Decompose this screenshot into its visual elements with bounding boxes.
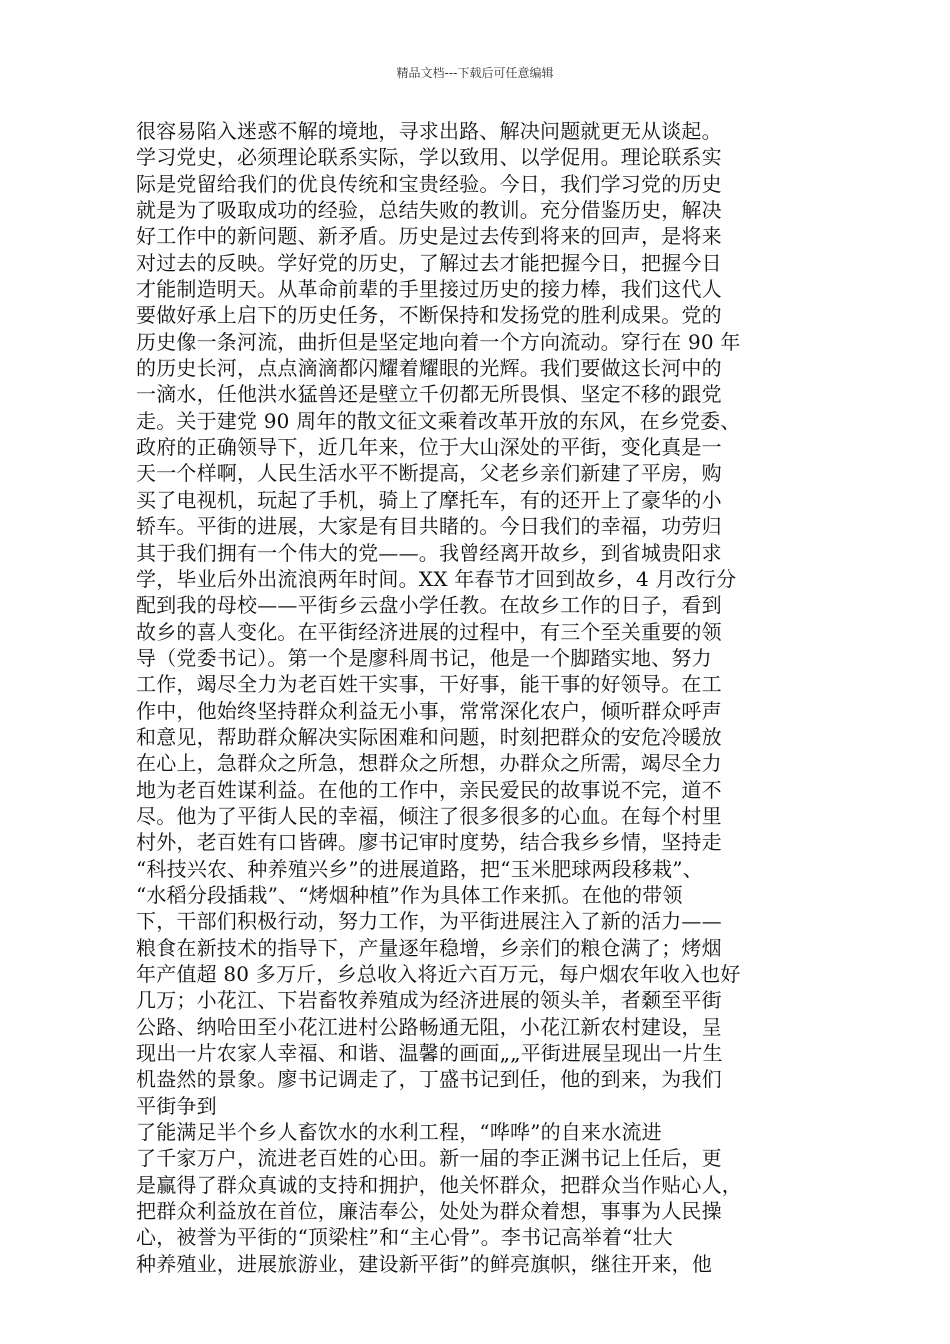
text-line: 就是为了吸取成功的经验，总结失败的教训。充分借鉴历史，解决: [136, 198, 722, 223]
text-line: 种养殖业，进展旅游业，建设新平街”的鲜亮旗帜，继往开来，他: [136, 1251, 713, 1276]
text-line: 机盎然的景象。廖书记调走了，丁盛书记到任，他的到来，为我们: [136, 1067, 722, 1092]
text-line: 要做好承上启下的历史任务，不断保持和发扬党的胜利成果。党的: [136, 303, 722, 328]
text-line: 历史像一条河流，曲折但是坚定地向着一个方向流动。穿行在 90 年: [136, 329, 741, 354]
text-line: “科技兴农、种养殖兴乡”的进展道路，把“玉米肥球两段移栽”、: [136, 856, 703, 881]
text-line: 心，被誉为平街的“顶梁柱”和“主心骨”。李书记高举着“壮大: [136, 1225, 673, 1250]
text-line: 尽。他为了平街人民的幸福，倾注了很多很多的心血。在每个村里: [136, 803, 722, 828]
text-line: 了能满足半个乡人畜饮水的水利工程，“哗哗”的自来水流进: [136, 1120, 662, 1145]
text-line: 天一个样啊，人民生活水平不断提高，父老乡亲们新建了平房，购: [136, 461, 722, 486]
paragraph-2: [136, 1119, 820, 1277]
text-line: 和意见，帮助群众解决实际困难和问题，时刻把群众的安危冷暖放: [136, 724, 722, 749]
text-line: 粮食在新技术的指导下，产量逐年稳增，乡亲们的粮仓满了；烤烟: [136, 935, 722, 960]
text-line: 其于我们拥有一个伟大的党——。我曾经离开故乡，到省城贵阳求: [136, 540, 722, 565]
text-line: 在心上，急群众之所急，想群众之所想，办群众之所需，竭尽全力: [136, 751, 722, 776]
text-line: 才能制造明天。从革命前辈的手里接过历史的接力棒，我们这代人: [136, 277, 722, 302]
text-line: 把群众利益放在首位，廉洁奉公，处处为群众着想，事事为人民操: [136, 1199, 722, 1224]
text-line: “水稻分段插栽”、“烤烟种植”作为具体工作来抓。在他的带领: [136, 882, 683, 907]
text-line: 一滴水，任他洪水猛兽还是壁立千仞都无所畏惧、坚定不移的跟党: [136, 382, 722, 407]
text-line: 故乡的喜人变化。在平街经济进展的过程中，有三个至关重要的领: [136, 619, 722, 644]
text-line: 村外，老百姓有口皆碑。廖书记审时度势，结合我乡乡情，坚持走: [136, 830, 722, 855]
text-line: 了千家万户，流进老百姓的心田。新一届的李正渊书记上任后，更: [136, 1146, 722, 1171]
text-line: 际是党留给我们的优良传统和宝贵经验。今日，我们学习党的历史: [136, 171, 722, 196]
page-header: 精品文档---下载后可任意编辑: [396, 66, 554, 80]
text-line: 轿车。平街的进展，大家是有目共睹的。今日我们的幸福，功劳归: [136, 514, 722, 539]
document-body: [136, 118, 820, 1277]
text-line: 配到我的母校——平街乡云盘小学任教。在故乡工作的日子，看到: [136, 593, 722, 618]
text-line: 年产值超 80 多万斤，乡总收入将近六百万元，每户烟农年收入也好: [136, 962, 741, 986]
text-line: 工作，竭尽全力为老百姓干实事，干好事，能干事的好领导。在工: [136, 672, 722, 697]
text-line: 学，毕业后外出流浪两年时间。XX 年春节才回到故乡，4 月改行分: [136, 566, 737, 591]
text-line: 买了电视机，玩起了手机，骑上了摩托车，有的还开上了豪华的小: [136, 487, 722, 512]
text-line: 好工作中的新问题、新矛盾。历史是过去传到将来的回声，是将来: [136, 224, 722, 249]
text-line: 导（党委书记）。第一个是廖科周书记，他是一个脚踏实地、努力: [136, 645, 712, 670]
text-line: 几万；小花江、下岩畜牧养殖成为经济进展的领头羊，者颡至平街: [136, 988, 722, 1013]
paragraph-1: [136, 118, 820, 1119]
text-line: 走。关于建党 90 周年的散文征文乘着改革开放的东风，在乡党委、: [136, 408, 741, 433]
text-line: 是赢得了群众真诚的支持和拥护，他关怀群众，把群众当作贴心人，: [136, 1172, 742, 1197]
text-line: 平街争到: [136, 1093, 217, 1118]
text-line: 作中，他始终坚持群众利益无小事，常常深化农户，倾听群众呼声: [136, 698, 722, 723]
text-line: 公路、纳哈田至小花江进村公路畅通无阻，小花江新农村建设，呈: [136, 1014, 722, 1039]
text-line: 现出一片农家人幸福、和谐、温馨的画面„„平街进展呈现出一片生: [136, 1041, 723, 1066]
text-line: 的历史长河，点点滴滴都闪耀着耀眼的光辉。我们要做这长河中的: [136, 356, 722, 381]
text-line: 学习党史，必须理论联系实际，学以致用、以学促用。理论联系实: [136, 145, 722, 170]
text-line: 很容易陷入迷惑不解的境地，寻求出路、解决问题就更无从谈起。: [136, 119, 722, 143]
text-line: 对过去的反映。学好党的历史，了解过去才能把握今日，把握今日: [136, 250, 722, 275]
text-line: 下，干部们积极行动，努力工作，为平街进展注入了新的活力——: [136, 909, 722, 934]
text-line: 政府的正确领导下，近几年来，位于大山深处的平街，变化真是一: [136, 435, 722, 460]
text-line: 地为老百姓谋利益。在他的工作中，亲民爱民的故事说不完，道不: [136, 777, 722, 802]
